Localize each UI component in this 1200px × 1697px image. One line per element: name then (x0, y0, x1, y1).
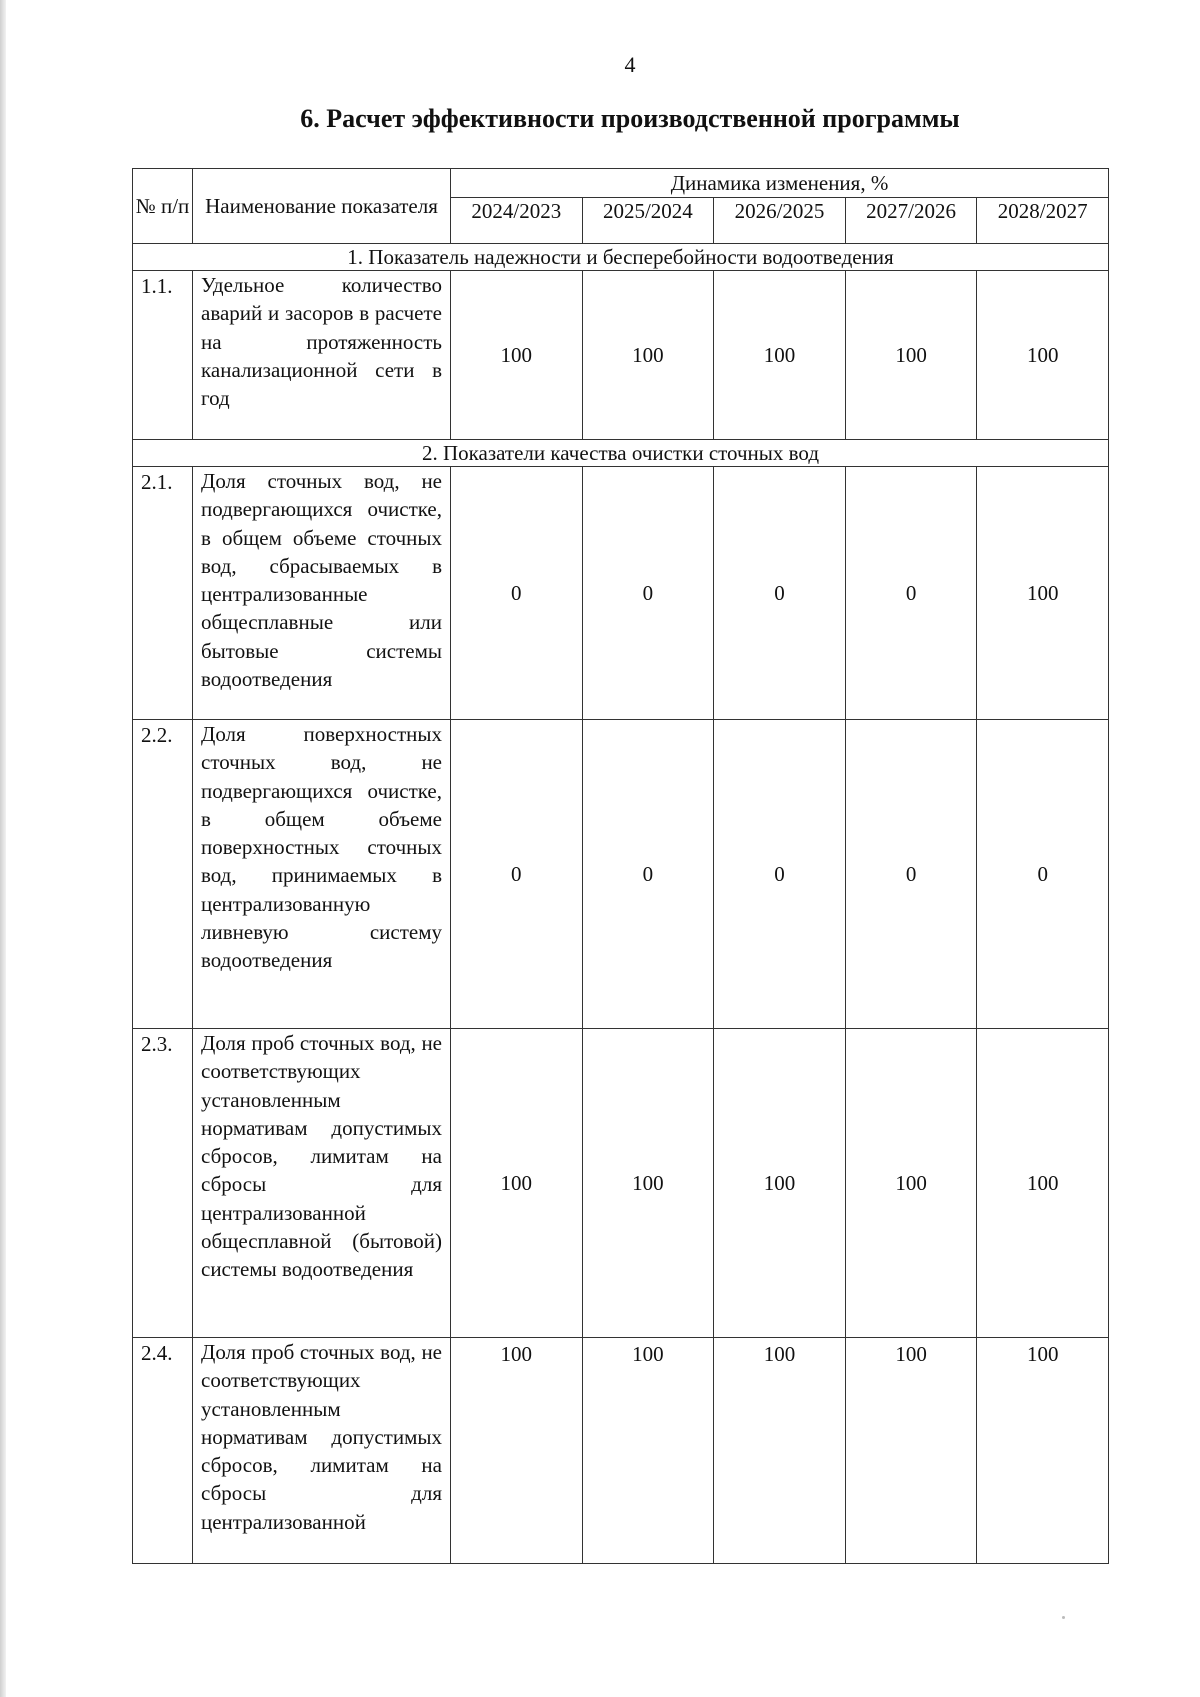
value-cell: 100 (714, 1029, 846, 1338)
row-number: 2.2. (133, 720, 193, 1029)
header-year: 2027/2026 (845, 198, 977, 244)
value-cell: 0 (714, 720, 846, 1029)
value-cell: 100 (977, 1338, 1109, 1564)
table-row (133, 1338, 1109, 1564)
value-cell: 100 (582, 271, 714, 440)
scan-speck (1062, 1616, 1065, 1619)
page-title: 6. Расчет эффективности производственной программы (300, 104, 960, 133)
header-name: Наименование показателя (193, 169, 451, 244)
value-cell: 100 (845, 1338, 977, 1564)
value-cell: 100 (451, 1029, 583, 1338)
header-year: 2026/2025 (714, 198, 846, 244)
value-cell: 100 (845, 271, 977, 440)
value-cell: 100 (845, 1029, 977, 1338)
value-cell: 0 (451, 720, 583, 1029)
value-cell: 100 (977, 1029, 1109, 1338)
table-row (133, 467, 1109, 720)
table-row (133, 1029, 1109, 1338)
row-number: 1.1. (133, 271, 193, 440)
header-year: 2028/2027 (977, 198, 1109, 244)
section-title: 1. Показатель надежности и бесперебойности водоотведения (133, 244, 1109, 271)
table-row (133, 720, 1109, 1029)
indicator-name: Доля поверхностных сточных вод, не подвергающихся очистке, в общем объеме поверхностных сточных вод, принимаемых в централизованную ливневую систему водоотведения (193, 720, 451, 1029)
value-cell: 100 (582, 1338, 714, 1564)
value-cell: 0 (977, 720, 1109, 1029)
row-number: 2.1. (133, 467, 193, 720)
efficiency-table (132, 168, 1109, 1564)
value-cell: 0 (714, 467, 846, 720)
header-year: 2024/2023 (451, 198, 583, 244)
value-cell: 0 (845, 720, 977, 1029)
value-cell: 0 (845, 467, 977, 720)
indicator-name: Удельное количество аварий и засоров в расчете на протяженность канализационной сети в год (193, 271, 451, 440)
value-cell: 0 (451, 467, 583, 720)
value-cell: 0 (582, 467, 714, 720)
value-cell: 100 (582, 1029, 714, 1338)
indicator-name: Доля проб сточных вод, не соответствующих установленным нормативам допустимых сбросов, лимитам на сбросы для централизованной общесплавной (бытовой) системы водоотведения (193, 1029, 451, 1338)
scan-edge (0, 0, 6, 1697)
row-number: 2.3. (133, 1029, 193, 1338)
header-num: № п/п (133, 169, 193, 244)
value-cell: 100 (977, 467, 1109, 720)
row-number: 2.4. (133, 1338, 193, 1564)
value-cell: 100 (714, 1338, 846, 1564)
value-cell: 100 (714, 271, 846, 440)
table-row (133, 271, 1109, 440)
value-cell: 100 (451, 271, 583, 440)
section-row (133, 440, 1109, 467)
page-number: 4 (624, 52, 636, 77)
value-cell: 100 (451, 1338, 583, 1564)
header-dynamics: Динамика изменения, % (451, 169, 1109, 198)
section-title: 2. Показатели качества очистки сточных вод (133, 440, 1109, 467)
indicator-name: Доля сточных вод, не подвергающихся очистке, в общем объеме сточных вод, сбрасываемых в централизованные общесплавные или бытовые системы водоотведения (193, 467, 451, 720)
value-cell: 0 (582, 720, 714, 1029)
header-year: 2025/2024 (582, 198, 714, 244)
section-row (133, 244, 1109, 271)
value-cell: 100 (977, 271, 1109, 440)
indicator-name: Доля проб сточных вод, не соответствующих установленным нормативам допустимых сбросов, лимитам на сбросы для централизованной (193, 1338, 451, 1564)
